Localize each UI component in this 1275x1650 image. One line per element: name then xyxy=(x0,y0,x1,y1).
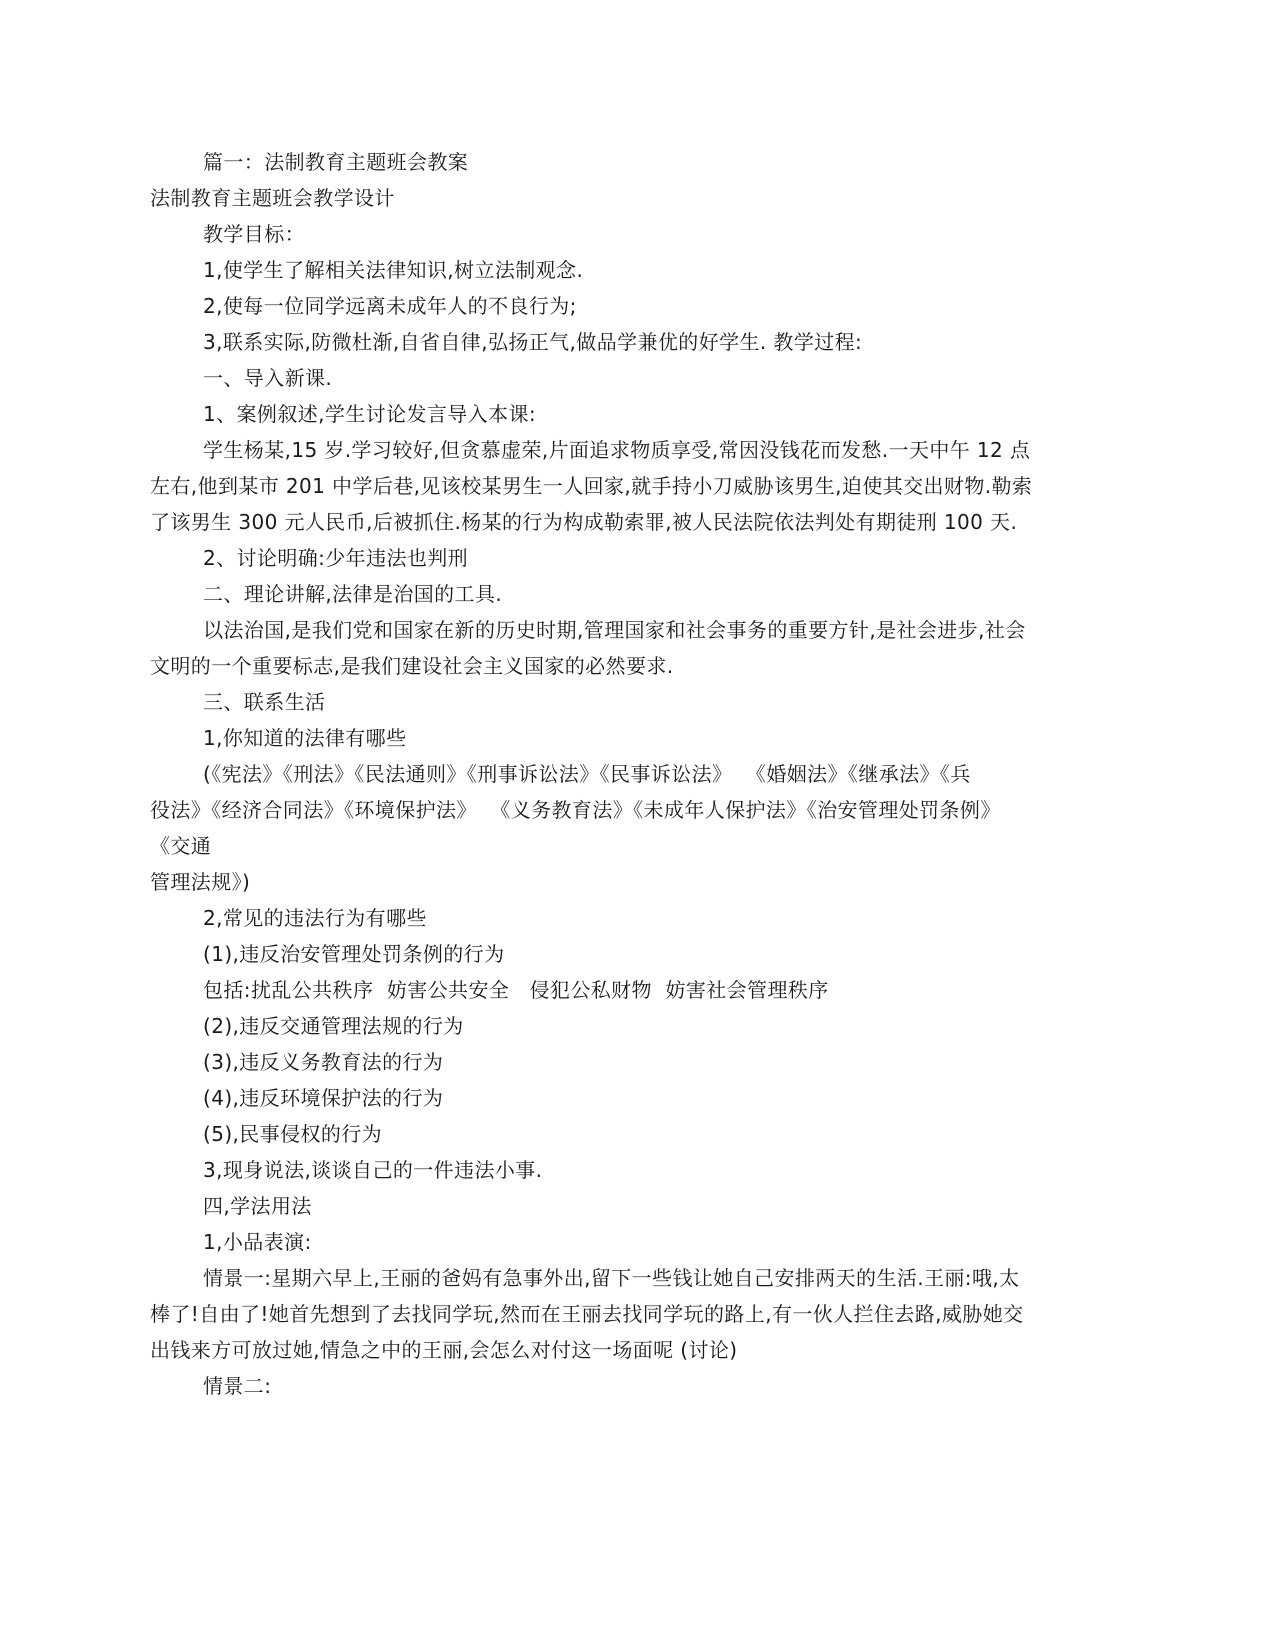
text-line: (5),民事侵权的行为 xyxy=(203,1122,383,1146)
text-line: 2、讨论明确:少年违法也判刑 xyxy=(203,546,469,570)
text-line: 三、联系生活 xyxy=(203,690,326,714)
text-line: 管理法规》) xyxy=(150,870,251,894)
text-line: 《交通 xyxy=(150,834,212,858)
text-line: 棒了!自由了!她首先想到了去找同学玩,然而在王丽去找同学玩的路上,有一伙人拦住去路,威胁她交 xyxy=(150,1302,1024,1326)
text-line: 1、案例叙述,学生讨论发言导入本课: xyxy=(203,402,537,426)
text-line: 左右,他到某市 201 中学后巷,见该校某男生一人回家,就手持小刀威胁该男生,迫使其交出财物.勒索 xyxy=(150,474,1033,498)
text-line: 出钱来方可放过她,情急之中的王丽,会怎么对付这一场面呢 (讨论) xyxy=(150,1338,738,1362)
text-line: 情景二: xyxy=(203,1374,272,1398)
text-line: 二、理论讲解,法律是治国的工具. xyxy=(203,582,503,606)
text-line: 2,使每一位同学远离未成年人的不良行为; xyxy=(203,294,577,318)
text-line: 了该男生 300 元人民币,后被抓住.杨某的行为构成勒索罪,被人民法院依法判处有期徒刑 100 天. xyxy=(150,510,1018,534)
text-line: 一、导入新课. xyxy=(203,366,333,390)
text-line: 1,小品表演: xyxy=(203,1230,312,1254)
text-line: 1,你知道的法律有哪些 xyxy=(203,726,407,750)
text-line: 1,使学生了解相关法律知识,树立法制观念. xyxy=(203,258,584,282)
text-line: 2,常见的违法行为有哪些 xyxy=(203,906,427,930)
text-line: 包括:扰乱公共秩序 妨害公共安全 侵犯公私财物 妨害社会管理秩序 xyxy=(203,978,829,1002)
text-line: 3,现身说法,谈谈自己的一件违法小事. xyxy=(203,1158,543,1182)
text-line: (2),违反交通管理法规的行为 xyxy=(203,1014,464,1038)
text-line: 教学目标： xyxy=(203,222,305,246)
text-line: 文明的一个重要标志,是我们建设社会主义国家的必然要求. xyxy=(150,654,674,678)
text-line: (4),违反环境保护法的行为 xyxy=(203,1086,444,1110)
text-line: 四,学法用法 xyxy=(203,1194,312,1218)
text-line: (3),违反义务教育法的行为 xyxy=(203,1050,444,1074)
text-line: 情景一:星期六早上,王丽的爸妈有急事外出,留下一些钱让她自己安排两天的生活.王丽:哦,太 xyxy=(203,1266,1020,1290)
text-line: 3,联系实际,防微杜渐,自省自律,弘扬正气,做品学兼优的好学生. 教学过程: xyxy=(203,330,863,354)
text-line: (1),违反治安管理处罚条例的行为 xyxy=(203,942,505,966)
text-line: 学生杨某,15 岁.学习较好,但贪慕虚荣,片面追求物质享受,常因没钱花而发愁.一天中午 12 点 xyxy=(203,438,1031,462)
document-title: 法制教育主题班会教学设计 xyxy=(150,186,395,210)
text-line: 以法治国,是我们党和国家在新的历史时期,管理国家和社会事务的重要方针,是社会进步,社会 xyxy=(203,618,1026,642)
text-line: (《宪法》《刑法》《民法通则》《刑事诉讼法》《民事诉讼法》 《婚姻法》《继承法》《兵 xyxy=(203,762,971,786)
text-line: 役法》《经济合同法》《环境保护法》 《义务教育法》《未成年人保护法》《治安管理处罚条例》 xyxy=(150,798,1001,822)
section-heading: 篇一：法制教育主题班会教案 xyxy=(203,150,469,174)
